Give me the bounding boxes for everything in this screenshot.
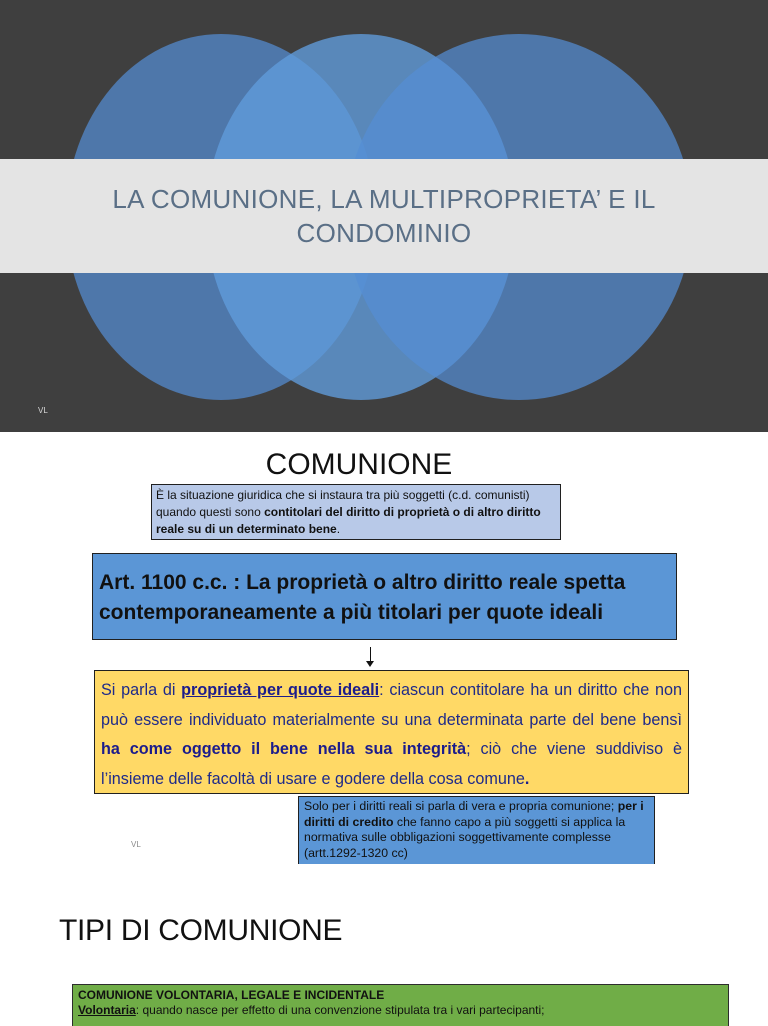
- definition-end: .: [336, 522, 341, 536]
- title-slide: [0, 0, 768, 432]
- slide-footer: VL: [131, 840, 141, 849]
- slide-heading: TIPI DI COMUNIONE: [59, 914, 343, 947]
- slide-heading: COMUNIONE: [265, 448, 453, 481]
- note-text-1: Solo per i diritti reali si parla di vera e propria comunione;: [304, 799, 618, 813]
- article-box: Art. 1100 c.c. : La proprietà o altro diritto reale spetta contemporaneamente a più titolari per quote ideali: [92, 553, 677, 640]
- definition-box: [151, 484, 561, 540]
- comunione-slide: [0, 432, 768, 864]
- definition-bold: contitolari del diritto di proprietà o di altro diritto reale su di un determinato bene: [156, 505, 541, 536]
- explanation-text-2: : ciascun contitolare ha un diritto che non può essere individuato materialmente su una determinata parte del bene bensì: [101, 681, 682, 729]
- tipi-comunione-slide: [0, 864, 768, 1024]
- slide-title-line-1: LA COMUNIONE, LA MULTIPROPRIETA’ E IL: [112, 184, 656, 214]
- explanation-box: [94, 670, 689, 794]
- note-bold: per i diritti di credito: [304, 799, 644, 829]
- explanation-text-3: ; ciò che viene suddiviso è l’insieme delle facoltà di usare e godere della cosa comune: [101, 740, 682, 788]
- voluntary-label: Volontaria: [78, 1003, 136, 1017]
- explanation-bold-2: .: [524, 769, 530, 788]
- explanation-text-1: Si parla di: [101, 681, 182, 699]
- slide-title-line-2: CONDOMINIO: [296, 218, 472, 248]
- explanation-bold-1: ha come oggetto il bene nella sua integrità: [101, 740, 467, 758]
- down-arrow-icon: [366, 661, 374, 667]
- voluntary-text: : quando nasce per effetto di una convenzione stipulata tra i vari partecipanti;: [135, 1003, 545, 1017]
- note-box: [298, 796, 655, 864]
- definition-text: È la situazione giuridica che si instaura tra più soggetti (c.d. comunisti) quando questi sono: [156, 488, 530, 519]
- note-text-2: che fanno capo a più soggetti si applica la normativa sulle obbligazioni soggettivamente complesse (artt.1292-1320 cc): [304, 814, 626, 860]
- types-box-title: COMUNIONE VOLONTARIA, LEGALE E INCIDENTALE: [78, 988, 385, 1002]
- explanation-underline: proprietà per quote ideali: [181, 681, 380, 699]
- slide-title: [60, 182, 708, 250]
- types-box: [72, 984, 729, 1026]
- slide-footer: VL: [38, 406, 48, 415]
